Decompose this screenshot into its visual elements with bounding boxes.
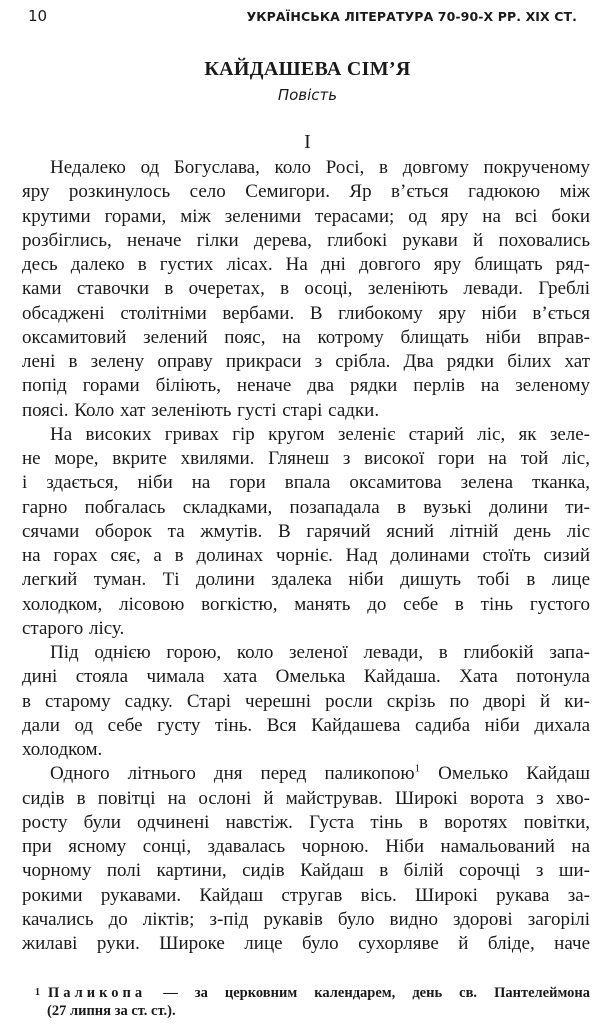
text-line: лені в зелену оправу прикраси з срібла. Два рядки білих хат [22, 351, 590, 372]
text-line: чорному полі картини, сидів Кайдаш в білій сорочці з ши- [22, 860, 590, 882]
text-line: Під однією горою, коло зеленої левади, в глибокій запа- [50, 642, 590, 663]
body-text [22, 157, 590, 957]
paragraph [22, 157, 590, 424]
text-line: росту були одчинені навстіж. Густа тінь в воротях повітки, [22, 811, 590, 833]
text-line: холодком, лісовою вогкістю, манять до себе в тінь густого [22, 593, 590, 615]
footnote-mark: 1 [35, 987, 40, 998]
running-title: УКРАЇНСЬКА ЛІТЕРАТУРА 70-90-Х РР. XIX СТ. [246, 9, 577, 24]
text-line: крутими горами, між зеленими терасами; од яру на всі боки [22, 205, 590, 227]
text-line: і здається, ніби на гори впала оксамитова зелена тканка, [22, 472, 590, 494]
text-line: десь далеко в густих лісах. На дні довгого яру блищать ряд- [22, 254, 590, 275]
text-line: не море, вкрите хвилями. Глянеш з високої гори на той ліс, [22, 448, 590, 469]
text-line: оксамитовий зелений пояс, на котрому блищать ніби вправ- [22, 326, 590, 348]
text-line: на горах сяє, а в долинах чорніє. Над долинами стоїть сизий [22, 545, 590, 566]
text-line: На високих гривах гір кругом зеленіє старий ліс, як зеле- [50, 423, 590, 445]
page-number: 10 [28, 7, 48, 25]
text-line: холодком. [22, 739, 103, 760]
footnote [35, 984, 590, 1020]
text-line: в старому садку. Старі черешні росли скрізь по дворі й ки- [22, 690, 590, 712]
text-line: Одного літнього дня перед паликопою$^1$ Омелько Кайдаш [50, 763, 590, 785]
text-line: качались до ліктів; з-під рукавів було видно здорові загорілі [22, 908, 590, 930]
text-line: жилаві руки. Широке лице було сухорляве й бліде, наче [22, 933, 590, 954]
text-line: розбіглись, неначе гілки дерева, глибокі рукави й поховались [22, 229, 590, 251]
footnote-definition-cont: (27 липня за ст. ст.). [47, 1003, 176, 1019]
footnote-ref: 1 [414, 763, 421, 775]
work-subtitle: Повість [277, 86, 338, 104]
paragraph [22, 424, 590, 642]
text-line: дині стояла чимала хата Омелька Кайдаша. Хата потонула [22, 666, 590, 688]
work-title: КАЙДАШЕВА СІМ’Я [204, 58, 411, 80]
text-line: сидів в повітці на ослоні й майстрував. Широкі ворота з хво- [22, 787, 590, 809]
footnote-term: Паликопа [48, 985, 147, 1001]
text-line: легкий туман. Ті долини здалека ніби дишуть тобі в лице [22, 569, 590, 591]
text-line: обсаджені столітніми вербами. В глибокому яру ніби в’ється [22, 302, 590, 324]
text-line: ками ставочки в очеретах, в осоці, зеленіють левади. Греблі [22, 278, 590, 300]
text-line: сячами оборок та жмутів. В гарячий ясний літній день ліс [22, 520, 590, 542]
text-line: дали од себе густу тінь. Вся Кайдашева садиба ніби дихала [22, 714, 590, 736]
text-line: поясі. Коло хат зеленіють густі старі садки. [22, 399, 380, 421]
text-line: старого лісу. [22, 617, 125, 639]
text-line: при ясному сонці, здавалась чорною. Ніби намальований на [22, 836, 590, 857]
footnote-definition: — за церковним календарем, день св. Пантелеймона [146, 985, 590, 1001]
paragraph [22, 763, 590, 957]
text-line: рокими рукавами. Кайдаш стругав вісь. Широкі рукава за- [22, 884, 590, 906]
chapter-number: I [304, 131, 311, 153]
text-line: гарно побгалась складками, позападала в вузькі долини ти- [22, 496, 590, 518]
text-line: яру розкинулось село Семигори. Яр в’ється гадюкою між [22, 181, 590, 203]
paragraph [22, 642, 590, 763]
text-line: Недалеко од Богуслава, коло Росі, в довгому покрученому [50, 157, 590, 178]
text-line: попід горами біліють, неначе два рядки перлів на зеленому [22, 375, 590, 397]
